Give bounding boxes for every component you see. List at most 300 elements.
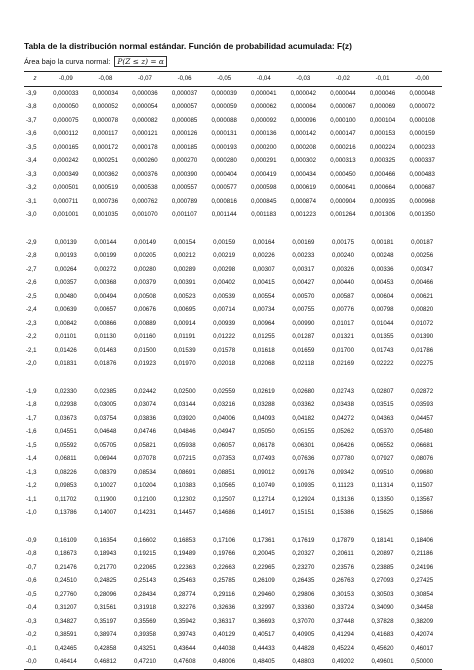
probability-cell: 0,000036 (132, 89, 158, 97)
table-row (24, 412, 442, 426)
probability-cell: 0,12507 (213, 495, 236, 503)
probability-cell: 0,000067 (330, 103, 356, 110)
z-value-cell: -1,6 (26, 428, 37, 435)
probability-cell: 0,000501 (53, 184, 79, 191)
probability-cell: 0,001223 (290, 211, 317, 218)
probability-cell: 0,04457 (411, 414, 434, 422)
probability-cell: 0,06681 (411, 441, 434, 449)
probability-cell: 0,00939 (213, 319, 236, 327)
probability-cell: 0,01659 (292, 346, 315, 354)
probability-cell: 0,000711 (53, 197, 79, 205)
probability-cell: 0,12924 (292, 495, 315, 503)
probability-cell: 0,000557 (171, 184, 198, 191)
probability-cell: 0,02938 (54, 401, 77, 408)
probability-cell: 0,08851 (213, 468, 236, 476)
probability-cell: 0,31207 (54, 604, 77, 611)
probability-cell: 0,03216 (213, 401, 236, 408)
probability-cell: 0,04846 (173, 428, 196, 435)
probability-cell: 0,14007 (94, 509, 117, 516)
probability-cell: 0,07927 (371, 455, 394, 462)
table-row (24, 385, 442, 399)
probability-cell: 0,00289 (173, 265, 196, 273)
z-value-cell: -0,5 (26, 590, 37, 598)
probability-cell: 0,06426 (331, 441, 354, 449)
probability-cell: 0,00187 (411, 238, 434, 246)
column-header: -0,07 (125, 72, 165, 87)
probability-cell: 0,00298 (213, 265, 236, 273)
probability-cell: 0,00427 (292, 279, 315, 286)
probability-cell: 0,08226 (54, 468, 77, 476)
probability-cell: 0,00379 (133, 279, 156, 286)
probability-cell: 0,00219 (213, 252, 236, 259)
probability-cell: 0,10749 (252, 482, 275, 489)
probability-cell: 0,000064 (290, 103, 317, 110)
probability-cell: 0,000046 (369, 89, 396, 97)
probability-cell: 0,00280 (133, 265, 156, 273)
probability-cell: 0,10027 (94, 482, 117, 489)
probability-cell: 0,48006 (204, 655, 244, 669)
z-value-cell: -3,7 (26, 116, 37, 124)
probability-cell: 0,000033 (53, 89, 79, 97)
probability-cell: 0,04093 (252, 414, 275, 422)
z-value-cell: -3,1 (26, 197, 37, 205)
probability-cell: 0,00695 (173, 306, 196, 313)
probability-cell: 0,000088 (211, 116, 237, 124)
probability-cell: 0,34458 (411, 604, 434, 611)
probability-cell: 0,00508 (133, 292, 156, 300)
probability-cell: 0,50000 (402, 655, 442, 669)
table-row (24, 208, 442, 222)
z-value-cell: -1,4 (26, 455, 37, 462)
probability-cell: 0,41683 (371, 631, 394, 638)
probability-cell: 0,11702 (55, 495, 77, 503)
probability-cell: 0,45224 (331, 644, 354, 652)
probability-cell: 0,17879 (331, 536, 354, 544)
z-value-cell: -0,8 (26, 550, 37, 557)
probability-cell: 0,01831 (54, 360, 77, 367)
probability-cell: 0,05262 (331, 428, 354, 435)
probability-cell: 0,24825 (94, 577, 117, 584)
probability-cell: 0,42858 (94, 644, 117, 652)
probability-cell: 0,01160 (134, 333, 156, 340)
probability-cell: 0,000050 (53, 103, 79, 110)
probability-cell: 0,02500 (173, 387, 196, 395)
probability-cell: 0,01191 (173, 333, 196, 340)
probability-cell: 0,41294 (331, 631, 354, 638)
probability-cell: 0,29806 (292, 590, 315, 598)
probability-cell: 0,03515 (371, 401, 394, 408)
probability-cell: 0,000072 (409, 103, 435, 110)
probability-cell: 0,01539 (173, 346, 196, 354)
probability-cell: 0,00539 (213, 292, 236, 300)
probability-cell: 0,01255 (252, 333, 275, 340)
probability-cell: 0,00193 (54, 252, 77, 259)
probability-cell: 0,00587 (331, 292, 354, 300)
table-row (24, 195, 442, 209)
table-row (24, 168, 442, 182)
probability-cell: 0,000126 (171, 130, 198, 137)
probability-cell: 0,45620 (371, 644, 394, 652)
probability-cell: 0,02680 (292, 387, 315, 395)
probability-cell: 0,16354 (94, 536, 117, 544)
probability-cell: 0,000845 (251, 197, 277, 205)
probability-cell: 0,39743 (173, 631, 196, 638)
probability-cell: 0,00357 (54, 279, 77, 286)
table-row (24, 249, 442, 263)
probability-cell: 0,00964 (252, 319, 275, 327)
probability-cell: 0,27425 (411, 577, 434, 584)
probability-cell: 0,02169 (331, 360, 354, 367)
probability-cell: 0,01578 (213, 346, 236, 354)
z-value-cell: -0,7 (26, 563, 37, 571)
probability-cell: 0,34827 (54, 617, 77, 625)
probability-cell: 0,15866 (411, 509, 434, 516)
probability-cell: 0,19766 (213, 550, 236, 557)
probability-cell: 0,32636 (213, 604, 236, 611)
probability-cell: 0,01072 (411, 319, 434, 327)
probability-cell: 0,18141 (371, 536, 394, 544)
z-value-cell: -1,8 (26, 401, 37, 408)
probability-cell: 0,06944 (94, 455, 117, 462)
probability-cell: 0,00169 (292, 238, 315, 246)
probability-cell: 0,000108 (409, 116, 435, 124)
probability-cell: 0,000096 (290, 116, 317, 124)
probability-cell: 0,10935 (292, 482, 315, 489)
probability-cell: 0,30854 (411, 590, 434, 598)
probability-cell: 0,000687 (409, 184, 435, 191)
z-value-cell: -3,0 (26, 211, 37, 218)
probability-cell: 0,00621 (411, 292, 434, 300)
probability-cell: 0,000054 (132, 103, 158, 110)
probability-cell: 0,11314 (371, 482, 394, 489)
table-row (24, 439, 442, 453)
probability-cell: 0,31918 (133, 604, 156, 611)
z-value-cell: -2,8 (26, 252, 37, 259)
probability-cell: 0,23885 (371, 563, 394, 571)
probability-cell: 0,04182 (292, 414, 315, 422)
probability-cell: 0,17361 (252, 536, 275, 544)
probability-cell: 0,00347 (411, 265, 434, 273)
probability-cell: 0,001001 (53, 211, 79, 218)
probability-cell: 0,000233 (409, 143, 435, 151)
probability-cell: 0,04006 (213, 414, 236, 422)
probability-cell: 0,00676 (133, 306, 156, 313)
probability-cell: 0,000736 (92, 197, 119, 205)
probability-cell: 0,16853 (173, 536, 196, 544)
table-row (24, 114, 442, 128)
probability-cell: 0,13567 (411, 495, 434, 503)
probability-cell: 0,05155 (292, 428, 315, 435)
probability-cell: 0,47210 (125, 655, 165, 669)
table-row (24, 452, 442, 466)
probability-cell: 0,01743 (371, 346, 394, 354)
probability-cell: 0,37828 (371, 617, 394, 625)
probability-cell: 0,28434 (133, 590, 156, 598)
probability-cell: 0,000208 (290, 143, 317, 151)
probability-cell: 0,02118 (292, 360, 315, 367)
probability-cell: 0,03144 (173, 401, 196, 408)
probability-cell: 0,000172 (92, 143, 119, 151)
probability-cell: 0,07493 (252, 455, 275, 462)
probability-cell: 0,000153 (369, 130, 396, 137)
probability-cell: 0,01970 (173, 360, 196, 367)
probability-cell: 0,48405 (244, 655, 284, 669)
probability-cell: 0,14231 (133, 509, 156, 516)
probability-cell: 0,000664 (369, 184, 396, 191)
probability-cell: 0,01390 (411, 333, 434, 340)
probability-cell: 0,09012 (252, 468, 275, 476)
document-subtitle (24, 56, 442, 68)
z-value-cell: -3,4 (26, 157, 37, 164)
probability-cell: 0,19215 (133, 550, 156, 557)
probability-cell: 0,000185 (171, 143, 198, 151)
spacer-cell (24, 222, 442, 236)
probability-cell: 0,42465 (54, 644, 77, 652)
probability-cell: 0,01101 (55, 333, 77, 340)
probability-cell: 0,03920 (173, 414, 196, 422)
table-row (24, 141, 442, 155)
probability-cell: 0,01017 (331, 319, 354, 327)
probability-cell: 0,03593 (411, 401, 434, 408)
probability-cell: 0,00820 (411, 306, 434, 313)
probability-cell: 0,000224 (369, 143, 396, 151)
z-value-cell: -1,3 (26, 468, 37, 476)
z-value-cell: -0,0 (24, 655, 46, 669)
spacer-cell (24, 520, 442, 534)
probability-cell: 0,000112 (53, 130, 79, 137)
probability-cell: 0,000483 (409, 170, 435, 178)
probability-cell: 0,01222 (213, 333, 236, 340)
probability-cell: 0,20897 (371, 550, 394, 557)
probability-cell: 0,00990 (292, 319, 315, 327)
probability-cell: 0,000242 (53, 157, 79, 164)
column-header: -0,03 (284, 72, 324, 87)
probability-cell: 0,06057 (213, 441, 236, 449)
table-row (24, 181, 442, 195)
probability-cell: 0,00480 (54, 292, 77, 300)
probability-cell: 0,21770 (94, 563, 117, 571)
probability-cell: 0,11900 (94, 495, 117, 503)
probability-cell: 0,16109 (54, 536, 77, 544)
table-row (24, 154, 442, 168)
probability-cell: 0,000042 (290, 89, 317, 97)
probability-cell: 0,18406 (411, 536, 434, 544)
probability-cell: 0,000904 (330, 197, 356, 205)
probability-cell: 0,18673 (54, 550, 77, 557)
probability-cell: 0,05370 (371, 428, 394, 435)
z-value-cell: -2,9 (26, 238, 37, 246)
probability-cell: 0,20611 (332, 550, 354, 557)
z-value-cell: -3,5 (26, 143, 37, 151)
probability-cell: 0,000165 (53, 143, 79, 151)
probability-cell: 0,14686 (213, 509, 236, 516)
probability-cell: 0,10383 (173, 482, 196, 489)
probability-cell: 0,00453 (371, 279, 394, 286)
z-value-cell: -2,0 (26, 360, 37, 367)
probability-cell: 0,02872 (411, 387, 434, 395)
probability-cell: 0,000313 (330, 157, 356, 164)
probability-cell: 0,17619 (292, 536, 315, 544)
probability-cell: 0,000816 (211, 197, 237, 205)
probability-cell: 0,000178 (132, 143, 158, 151)
probability-cell: 0,01786 (411, 346, 434, 354)
probability-cell: 0,06301 (292, 441, 315, 449)
probability-cell: 0,000200 (251, 143, 277, 151)
table-row (24, 479, 442, 493)
probability-cell: 0,44038 (213, 644, 236, 652)
probability-cell: 0,01923 (133, 360, 156, 367)
probability-cell: 0,28096 (94, 590, 117, 598)
probability-cell: 0,22965 (252, 563, 275, 571)
probability-cell: 0,44828 (292, 644, 315, 652)
probability-cell: 0,38591 (54, 631, 77, 638)
probability-cell: 0,03074 (133, 401, 156, 408)
probability-cell: 0,04363 (371, 414, 394, 422)
table-row (24, 534, 442, 548)
probability-cell: 0,02018 (213, 360, 236, 367)
probability-cell: 0,16602 (133, 536, 156, 544)
probability-cell: 0,00798 (371, 306, 394, 313)
probability-cell: 0,37448 (331, 617, 354, 625)
probability-cell: 0,35942 (173, 617, 196, 625)
probability-cell: 0,09510 (371, 468, 394, 476)
probability-cell: 0,07215 (173, 455, 196, 462)
probability-cell: 0,000619 (290, 184, 317, 191)
column-header: -0,00 (402, 72, 442, 87)
z-value-cell: -2,6 (26, 279, 37, 286)
probability-cell: 0,44433 (252, 644, 275, 652)
probability-cell: 0,04746 (133, 428, 156, 435)
probability-cell: 0,14917 (252, 509, 275, 516)
table-row (24, 263, 442, 277)
probability-cell: 0,08691 (173, 468, 196, 476)
probability-cell: 0,22663 (213, 563, 236, 571)
probability-cell: 0,23270 (292, 563, 315, 571)
probability-cell: 0,00570 (292, 292, 315, 300)
probability-cell: 0,000104 (369, 116, 396, 124)
probability-cell: 0,00734 (252, 306, 275, 313)
probability-cell: 0,29116 (213, 590, 235, 598)
probability-cell: 0,24196 (411, 563, 434, 571)
probability-cell: 0,47608 (165, 655, 205, 669)
table-row (24, 601, 442, 615)
probability-cell: 0,09680 (411, 468, 434, 476)
z-value-cell: -2,5 (26, 292, 37, 300)
z-value-cell: -3,3 (26, 170, 37, 178)
probability-cell: 0,00226 (252, 252, 275, 259)
probability-cell: 0,25785 (213, 577, 236, 584)
probability-cell: 0,07078 (133, 455, 156, 462)
probability-cell: 0,18943 (94, 550, 117, 557)
probability-cell: 0,000404 (211, 170, 237, 178)
probability-cell: 0,43644 (173, 644, 196, 652)
table-row (24, 303, 442, 317)
table-row (24, 344, 442, 358)
probability-cell: 0,00466 (411, 279, 434, 286)
probability-cell: 0,38209 (411, 617, 434, 625)
probability-cell: 0,46414 (46, 655, 86, 669)
probability-cell: 0,22363 (173, 563, 196, 571)
probability-cell: 0,15151 (292, 509, 315, 516)
probability-cell: 0,08379 (94, 468, 117, 476)
probability-cell: 0,000419 (251, 170, 277, 178)
probability-cell: 0,000251 (92, 157, 119, 164)
probability-cell: 0,39358 (133, 631, 156, 638)
probability-cell: 0,001144 (211, 211, 237, 218)
probability-cell: 0,00317 (292, 265, 315, 273)
column-header: -0,08 (86, 72, 126, 87)
table-row (24, 574, 442, 588)
probability-cell: 0,00402 (213, 279, 236, 286)
probability-cell: 0,01700 (331, 346, 354, 354)
group-spacer (24, 371, 442, 385)
z-value-cell: -1,0 (26, 509, 37, 516)
probability-cell: 0,000069 (369, 103, 396, 110)
probability-cell: 0,42074 (411, 631, 434, 638)
probability-cell: 0,00523 (173, 292, 196, 300)
probability-cell: 0,26435 (292, 577, 315, 584)
probability-cell: 0,05480 (411, 428, 434, 435)
table-row (24, 236, 442, 250)
z-value-cell: -2,4 (26, 306, 37, 313)
z-value-cell: -0,3 (26, 617, 37, 625)
probability-cell: 0,13786 (54, 509, 77, 516)
table-row (24, 615, 442, 629)
probability-cell: 0,000034 (92, 89, 119, 97)
probability-cell: 0,03836 (133, 414, 156, 422)
column-header: z (24, 72, 46, 87)
table-row (24, 561, 442, 575)
probability-cell: 0,17106 (213, 536, 236, 544)
probability-cell: 0,000121 (132, 130, 158, 137)
probability-cell: 0,00139 (54, 238, 77, 246)
probability-cell: 0,12100 (133, 495, 156, 503)
table-row (24, 290, 442, 304)
probability-cell: 0,00494 (94, 292, 117, 300)
probability-cell: 0,00175 (331, 238, 354, 246)
probability-cell: 0,03754 (94, 414, 117, 422)
probability-cell: 0,000434 (290, 170, 317, 178)
probability-cell: 0,000136 (251, 130, 277, 137)
probability-cell: 0,12302 (173, 495, 196, 503)
probability-cell: 0,02330 (54, 387, 77, 395)
probability-cell: 0,15625 (371, 509, 394, 516)
probability-cell: 0,00415 (252, 279, 275, 286)
probability-cell: 0,06811 (55, 455, 77, 462)
probability-cell: 0,000131 (211, 130, 237, 137)
probability-cell: 0,000039 (211, 89, 237, 97)
probability-cell: 0,00272 (94, 265, 117, 273)
probability-cell: 0,000291 (251, 157, 277, 164)
table-row (24, 493, 442, 507)
probability-cell: 0,000048 (409, 89, 435, 97)
probability-cell: 0,01463 (94, 346, 117, 354)
probability-cell: 0,43251 (133, 644, 156, 652)
probability-cell: 0,000052 (92, 103, 119, 110)
z-value-cell: -2,7 (26, 265, 37, 273)
z-value-cell: -1,7 (26, 414, 37, 422)
probability-cell: 0,01426 (54, 346, 77, 354)
probability-cell: 0,00604 (371, 292, 394, 300)
probability-cell: 0,48803 (284, 655, 324, 669)
probability-cell: 0,001107 (172, 211, 198, 218)
table-row (24, 506, 442, 520)
probability-cell: 0,001264 (330, 211, 356, 218)
probability-cell: 0,000874 (290, 197, 317, 205)
probability-cell: 0,000159 (409, 130, 435, 137)
probability-cell: 0,01130 (94, 333, 117, 340)
z-value-cell: -2,1 (26, 346, 37, 354)
